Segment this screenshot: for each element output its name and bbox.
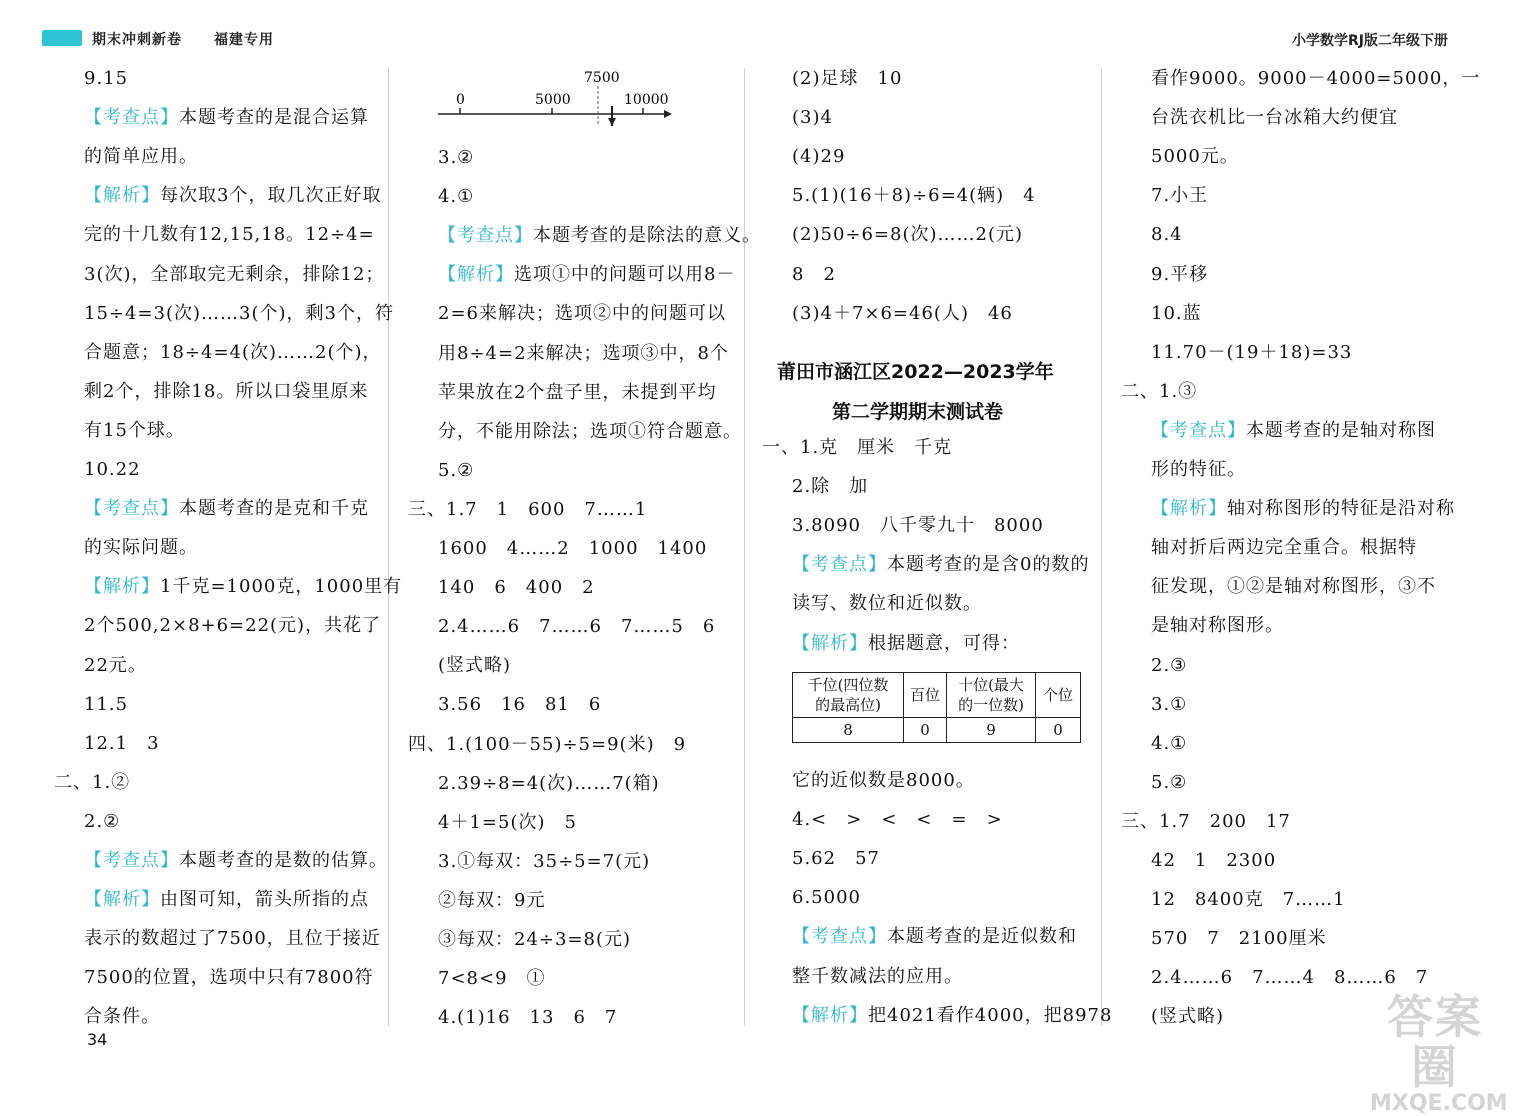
answer-line: 完的十几数有12,15,18。12÷4= [84, 224, 375, 246]
answer-line: 一、1.克 厘米 千克 [762, 437, 953, 458]
number-line-label: 10000 [624, 92, 669, 108]
answer-line: 三、1.7 1 600 7……1 [408, 498, 648, 520]
label-tag: 【解析】 [84, 576, 160, 598]
answer-line: 9.平移 [1151, 263, 1209, 285]
answer-line: 2.除 加 [792, 476, 869, 498]
answer-line: (3)4 [792, 107, 833, 129]
answer-line: 2.② [84, 810, 121, 832]
answer-line: 台洗衣机比一台冰箱大约便宜 [1151, 107, 1398, 129]
label-tag: 【解析】 [84, 185, 160, 207]
answer-line: 3.① [1151, 693, 1188, 715]
answer-line: 【解析】由图可知，箭头所指的点 [84, 889, 369, 911]
answer-line: 3.①每双：35÷5=7(元) [438, 850, 651, 872]
answer-line: 10.22 [84, 459, 141, 480]
answer-line: 二、1.③ [1121, 380, 1198, 402]
exam-subtitle: 第二学期期末测试卷 [832, 401, 1004, 423]
answer-line: 【考查点】本题考查的是轴对称图 [1151, 419, 1436, 441]
table-cell: 8 [793, 718, 904, 743]
answer-line: 【考查点】本题考查的是克和千克 [84, 498, 369, 520]
answer-line: 2.39÷8=4(次)……7(箱) [438, 772, 660, 794]
table-header-cell: 个位 [1036, 673, 1081, 718]
answer-line: 3.② [438, 147, 475, 168]
answer-line: 合题意；18÷4=4(次)……2(个)， [84, 341, 382, 363]
answer-line: 1600 4……2 1000 1400 [438, 538, 708, 559]
answer-line: 合条件。 [84, 1006, 160, 1028]
number-line-top-label: 7500 [584, 70, 620, 86]
answer-line: 【解析】把4021看作4000，把8978 [792, 1004, 1113, 1026]
answer-line: (3)4＋7×6=46(人) 46 [792, 302, 1013, 324]
answer-line: 5000元。 [1151, 146, 1239, 168]
answer-line: 分，不能用除法；选项①符合题意。 [438, 420, 742, 442]
answer-line: ②每双：9元 [438, 889, 546, 911]
answer-line: 2个500,2×8+6=22(元)，共花了 [84, 615, 382, 637]
number-line-diagram [432, 66, 682, 132]
label-tag: 【考查点】 [84, 107, 179, 129]
answer-line: 【考查点】本题考查的是混合运算 [84, 107, 369, 129]
answer-line: 5.② [438, 459, 475, 481]
label-tag: 【考查点】 [84, 498, 179, 520]
header-subtitle: 福建专用 [214, 32, 274, 48]
answer-line: (2)50÷6=8(次)……2(元) [792, 224, 1024, 246]
answer-line: 8 2 [792, 263, 836, 285]
answer-line: 15÷4=3(次)……3(个)，剩3个，符 [84, 302, 394, 324]
label-tag: 【解析】 [84, 889, 160, 911]
answer-line: 7<8<9 ① [438, 968, 546, 990]
answer-line: 【考查点】本题考查的是除法的意义。 [438, 225, 761, 247]
answer-line: 22元。 [84, 654, 147, 676]
header-tag-icon [42, 30, 82, 46]
answer-line: 5.(1)(16＋8)÷6=4(辆) 4 [792, 185, 1036, 207]
label-tag: 【考查点】 [438, 225, 533, 247]
answer-line: 4＋1=5(次) 5 [438, 811, 577, 833]
answer-line: 【解析】每次取3个，取几次正好取 [84, 185, 382, 207]
label-tag: 【考查点】 [792, 926, 887, 948]
answer-line: (2)足球 10 [792, 68, 903, 89]
answer-line: (竖式略) [438, 655, 512, 677]
number-line-label: 0 [456, 92, 465, 108]
answer-line: 11.70－(19＋18)=33 [1151, 341, 1353, 363]
answer-line: (竖式略) [1151, 1006, 1225, 1028]
table-cell: 0 [904, 718, 947, 743]
answer-line: 3.8090 八千零九十 8000 [792, 515, 1044, 537]
answer-line: 11.5 [84, 693, 129, 715]
label-tag: 【解析】 [792, 1004, 868, 1026]
answer-line: 4.① [1151, 732, 1188, 754]
answer-line: 它的近似数是8000。 [792, 770, 975, 791]
answer-line: 苹果放在2个盘子里，未提到平均 [438, 381, 717, 403]
answer-line: 的简单应用。 [84, 146, 198, 168]
answer-line: 6.5000 [792, 887, 861, 909]
answer-line: ③每双：24÷3=8(元) [438, 929, 632, 950]
label-tag: 【解析】 [438, 264, 514, 286]
answer-line: 用8÷4=2来解决；选项③中，8个 [438, 342, 729, 364]
answer-line: 【考查点】本题考查的是含0的数的 [792, 554, 1090, 576]
answer-line: 整千数减法的应用。 [792, 965, 963, 987]
answer-line: 140 6 400 2 [438, 577, 595, 599]
answer-line: 表示的数超过了7500，且位于接近 [84, 928, 381, 950]
answer-line: 9.15 [84, 68, 129, 89]
column-divider [744, 68, 745, 1026]
table-cell: 9 [947, 718, 1036, 743]
label-tag: 【考查点】 [84, 850, 179, 871]
label-tag: 【解析】 [1151, 498, 1227, 520]
answer-line: 2=6来解决；选项②中的问题可以 [438, 303, 726, 325]
answer-line: 【解析】轴对称图形的特征是沿对称 [1151, 498, 1455, 520]
answer-line: 12.1 3 [84, 732, 160, 754]
answer-line: 7.小王 [1151, 185, 1209, 207]
table-header-cell: 千位(四位数 的最高位) [793, 673, 904, 718]
answer-line: 8.4 [1151, 224, 1183, 246]
answer-line: 4.< > < < = > [792, 809, 1003, 831]
header-title: 期末冲刺新卷 [92, 32, 182, 48]
answer-line: 【解析】1千克=1000克，1000里有 [84, 576, 403, 598]
answer-line: 二、1.② [54, 771, 131, 793]
exam-title: 莆田市涵江区2022—2023学年 [777, 361, 1054, 383]
answer-line: 三、1.7 200 17 [1121, 810, 1291, 832]
label-tag: 【解析】 [792, 632, 868, 654]
answer-line: 2.③ [1151, 654, 1188, 676]
answer-line: 有15个球。 [84, 419, 185, 441]
answer-line: 【考查点】本题考查的是近似数和 [792, 926, 1077, 948]
number-line-label: 5000 [535, 92, 571, 108]
watermark-line: MXQE.COM [1370, 1091, 1508, 1116]
answer-line: 形的特征。 [1151, 459, 1246, 480]
answer-line: 570 7 2100厘米 [1151, 928, 1327, 950]
page-number: 34 [87, 1030, 108, 1049]
answer-line: 7500的位置，选项中只有7800符 [84, 967, 374, 989]
answer-line: 2.4……6 7……6 7……5 6 [438, 616, 716, 638]
answer-line: 5.② [1151, 771, 1188, 793]
answer-line: 的实际问题。 [84, 537, 198, 559]
answer-line: 是轴对称图形。 [1151, 615, 1284, 637]
answer-line: 42 1 2300 [1151, 850, 1277, 871]
answer-line: 看作9000。9000－4000=5000，一 [1151, 68, 1481, 89]
answer-line: 3.56 16 81 6 [438, 694, 602, 716]
answer-line: 3(次)，全部取完无剩余，排除12； [84, 263, 385, 285]
answer-line: 10.蓝 [1151, 302, 1202, 324]
answer-line: 4.① [438, 186, 475, 208]
label-tag: 【考查点】 [1151, 419, 1246, 441]
place-value-table [792, 672, 1081, 743]
answer-line: 四、1.(100－55)÷5=9(米) 9 [408, 733, 687, 755]
table-header-cell: 十位(最大 的一位数) [947, 673, 1036, 718]
watermark-line: 答案圈 [1387, 990, 1483, 1094]
header-book-title: 小学数学RJ版二年级下册 [1292, 33, 1448, 49]
answer-line: 2.4……6 7……4 8……6 7 [1151, 967, 1429, 989]
label-tag: 【考查点】 [792, 554, 887, 576]
answer-line: 读写、数位和近似数。 [792, 593, 982, 615]
answer-line: 【解析】根据题意，可得： [792, 632, 1020, 654]
answer-line: 4.(1)16 13 6 7 [438, 1007, 618, 1029]
answer-line: 5.62 57 [792, 848, 880, 870]
answer-line: (4)29 [792, 146, 846, 168]
answer-line: 征发现，①②是轴对称图形，③不 [1151, 576, 1436, 598]
column-divider [388, 68, 389, 1026]
answer-line: 12 8400克 7……1 [1151, 889, 1346, 911]
answer-line: 【解析】选项①中的问题可以用8－ [438, 264, 736, 286]
table-header-cell: 百位 [904, 673, 947, 718]
answer-line: 【考查点】本题考查的是数的估算。 [84, 850, 388, 871]
table-cell: 0 [1036, 718, 1081, 743]
answer-line: 剩2个，排除18。所以口袋里原来 [84, 380, 369, 402]
column-divider [1101, 68, 1102, 1026]
answer-line: 轴对折后两边完全重合。根据特 [1151, 537, 1417, 559]
watermark-logo [1370, 990, 1508, 1116]
